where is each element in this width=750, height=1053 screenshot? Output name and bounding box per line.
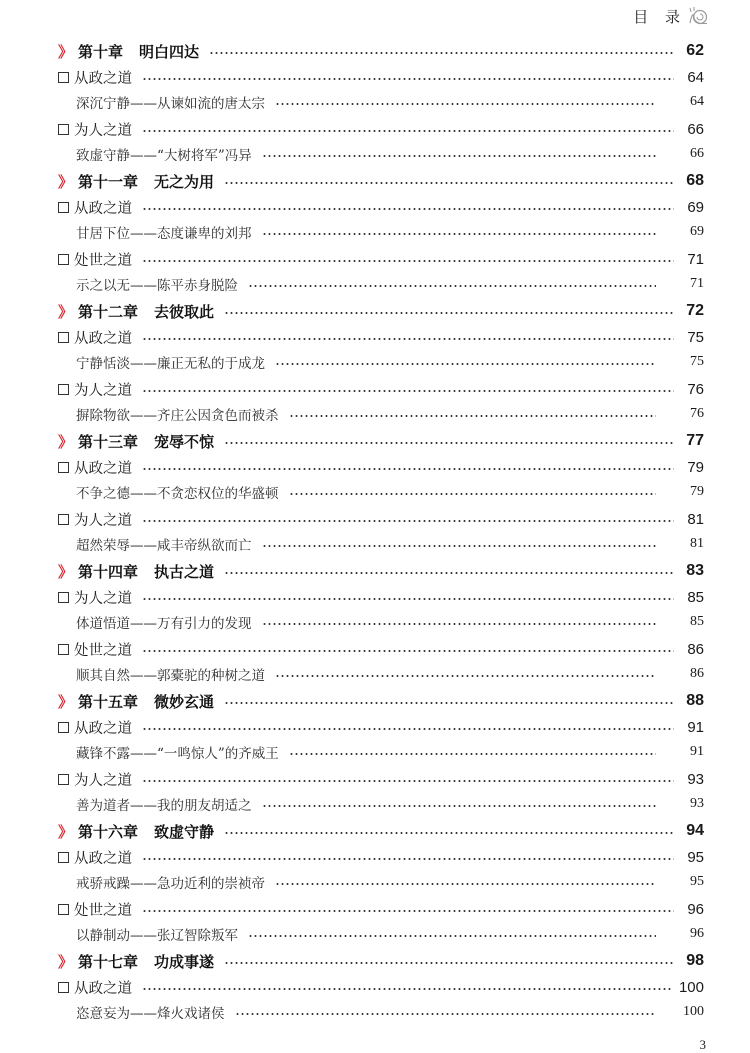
- story-page: 69: [690, 224, 704, 239]
- section-title: 从政之道: [74, 720, 132, 737]
- section-label: [58, 769, 132, 790]
- toc-story-row[interactable]: [58, 349, 704, 375]
- section-title: 为人之道: [74, 772, 132, 789]
- toc-story-row[interactable]: [58, 271, 704, 297]
- chapter-page: 94: [686, 822, 704, 839]
- toc-section-row[interactable]: [58, 584, 704, 610]
- chapter-number: 第十一章: [78, 172, 139, 191]
- dot-leader: [142, 468, 674, 470]
- chevron-marker-icon: 》: [58, 172, 71, 191]
- toc-section-row[interactable]: [58, 64, 704, 90]
- section-label: [58, 119, 132, 140]
- section-title: 从政之道: [74, 460, 132, 477]
- section-title: 为人之道: [74, 590, 132, 607]
- section-label: [58, 379, 132, 400]
- dot-leader: [235, 1013, 657, 1015]
- dot-leader: [142, 260, 674, 262]
- section-page: 66: [687, 120, 704, 138]
- toc-story-row[interactable]: [58, 791, 704, 817]
- chevron-marker-icon: 》: [58, 822, 71, 841]
- dot-leader: [262, 623, 657, 625]
- toc-chapter-row[interactable]: [58, 558, 704, 584]
- dot-leader: [142, 520, 674, 522]
- dot-leader: [224, 832, 674, 834]
- dot-leader: [224, 962, 674, 964]
- story-title: 不争之德——不贪恋权位的华盛顿: [76, 486, 279, 502]
- dot-leader: [289, 493, 657, 495]
- section-title: 处世之道: [74, 642, 132, 659]
- section-label: [58, 67, 132, 88]
- chapter-number: 第十五章: [78, 692, 139, 711]
- section-title: 从政之道: [74, 70, 132, 87]
- checkbox-square-icon: [58, 852, 69, 863]
- story-page: 86: [690, 666, 704, 681]
- section-label: [58, 587, 132, 608]
- chapter-number: 第十二章: [78, 302, 139, 321]
- dot-leader: [275, 675, 656, 677]
- section-title: 为人之道: [74, 122, 132, 139]
- toc-chapter-row[interactable]: [58, 948, 704, 974]
- section-page: 79: [687, 458, 704, 476]
- checkbox-square-icon: [58, 202, 69, 213]
- dot-leader: [224, 702, 674, 704]
- story-title: 恣意妄为——烽火戏诸侯: [76, 1006, 225, 1022]
- toc-chapter-row[interactable]: [58, 688, 704, 714]
- toc-title: 目 录: [633, 7, 686, 26]
- story-page: 95: [690, 874, 704, 889]
- chapter-title: 微妙玄通: [154, 692, 215, 711]
- dot-leader: [142, 988, 671, 990]
- section-page: 71: [687, 250, 704, 268]
- checkbox-square-icon: [58, 774, 69, 785]
- dot-leader: [275, 363, 656, 365]
- dot-leader: [289, 753, 656, 755]
- chapter-title: 宠辱不惊: [154, 432, 215, 451]
- section-label: [58, 457, 132, 478]
- checkbox-square-icon: [58, 592, 69, 603]
- checkbox-square-icon: [58, 462, 69, 473]
- story-title: 超然荣辱——咸丰帝纵欲而亡: [76, 538, 252, 554]
- chapter-label: [58, 171, 214, 192]
- dot-leader: [275, 103, 656, 105]
- checkbox-square-icon: [58, 254, 69, 265]
- toc-chapter-row[interactable]: [58, 38, 704, 64]
- dot-leader: [289, 415, 657, 417]
- section-page: 86: [687, 640, 704, 658]
- dot-leader: [275, 883, 656, 885]
- chevron-marker-icon: 》: [58, 952, 71, 971]
- dot-leader: [142, 910, 674, 912]
- chapter-label: [58, 301, 214, 322]
- dot-leader: [224, 312, 674, 314]
- story-title: 善为道者——我的朋友胡适之: [76, 798, 252, 814]
- story-title: 深沉宁静——从谏如流的唐太宗: [76, 96, 265, 112]
- toc-section-row[interactable]: [58, 324, 704, 350]
- toc-story-row[interactable]: [58, 89, 704, 115]
- toc-section-row[interactable]: [58, 896, 704, 922]
- chapter-label: [58, 431, 214, 452]
- dot-leader: [142, 78, 674, 80]
- checkbox-square-icon: [58, 72, 69, 83]
- section-page: 75: [687, 328, 704, 346]
- toc-section-row[interactable]: [58, 194, 704, 220]
- dot-leader: [262, 233, 657, 235]
- toc-section-row[interactable]: [58, 246, 704, 272]
- dot-leader: [142, 650, 674, 652]
- dot-leader: [248, 935, 656, 937]
- chapter-label: [58, 691, 214, 712]
- section-title: 从政之道: [74, 850, 132, 867]
- chapter-title: 功成事遂: [154, 952, 215, 971]
- toc-story-row[interactable]: [58, 661, 704, 687]
- chapter-label: [58, 41, 199, 62]
- chapter-number: 第十三章: [78, 432, 139, 451]
- page-header: [633, 4, 708, 28]
- chapter-title: 明白四达: [139, 42, 200, 61]
- section-page: 93: [687, 770, 704, 788]
- story-title: 藏锋不露——“一鸣惊人”的齐威王: [76, 746, 279, 762]
- story-page: 71: [690, 276, 704, 291]
- story-title: 以静制动——张辽智除叛军: [76, 928, 238, 944]
- story-page: 100: [683, 1004, 704, 1019]
- dot-leader: [142, 598, 674, 600]
- dot-leader: [142, 728, 674, 730]
- toc-section-row[interactable]: [58, 636, 704, 662]
- checkbox-square-icon: [58, 514, 69, 525]
- toc-story-row[interactable]: [58, 479, 704, 505]
- section-label: [58, 327, 132, 348]
- toc-story-row[interactable]: [58, 869, 704, 895]
- dot-leader: [209, 52, 674, 54]
- chapter-label: [58, 821, 214, 842]
- story-title: 甘居下位——态度谦卑的刘邦: [76, 226, 252, 242]
- dot-leader: [224, 442, 674, 444]
- dot-leader: [142, 338, 674, 340]
- story-page: 64: [690, 94, 704, 109]
- story-page: 93: [690, 796, 704, 811]
- toc-story-row[interactable]: [58, 999, 704, 1025]
- story-page: 76: [690, 406, 704, 421]
- page-number: 3: [699, 1037, 706, 1052]
- dot-leader: [224, 182, 674, 184]
- checkbox-square-icon: [58, 332, 69, 343]
- section-label: [58, 977, 132, 998]
- dot-leader: [248, 285, 656, 287]
- toc-section-row[interactable]: [58, 454, 704, 480]
- story-title: 体道悟道——万有引力的发现: [76, 616, 252, 632]
- section-label: [58, 899, 132, 920]
- section-page: 91: [687, 718, 704, 736]
- section-page: 81: [687, 510, 704, 528]
- toc-chapter-row[interactable]: [58, 818, 704, 844]
- chapter-number: 第十七章: [78, 952, 139, 971]
- section-page: 95: [687, 848, 704, 866]
- section-page: 100: [678, 978, 704, 996]
- chapter-page: 83: [686, 562, 704, 579]
- toc-chapter-row[interactable]: [58, 298, 704, 324]
- chevron-marker-icon: 》: [58, 692, 71, 711]
- story-page: 85: [690, 614, 704, 629]
- chapter-label: [58, 951, 214, 972]
- section-page: 64: [687, 68, 704, 86]
- chapter-title: 去彼取此: [154, 302, 215, 321]
- chevron-marker-icon: 》: [58, 42, 71, 61]
- dot-leader: [262, 155, 656, 157]
- section-title: 为人之道: [74, 512, 132, 529]
- chevron-marker-icon: 》: [58, 302, 71, 321]
- snail-icon: [688, 7, 708, 25]
- section-title: 处世之道: [74, 902, 132, 919]
- section-page: 69: [687, 198, 704, 216]
- story-page: 79: [690, 484, 704, 499]
- dot-leader: [142, 208, 674, 210]
- toc-section-row[interactable]: [58, 116, 704, 142]
- section-label: [58, 249, 132, 270]
- chapter-number: 第十章: [78, 42, 124, 61]
- chapter-title: 无之为用: [154, 172, 215, 191]
- chapter-title: 执古之道: [154, 562, 215, 581]
- toc-section-row[interactable]: [58, 714, 704, 740]
- toc-section-row[interactable]: [58, 376, 704, 402]
- checkbox-square-icon: [58, 722, 69, 733]
- checkbox-square-icon: [58, 982, 69, 993]
- chapter-page: 72: [686, 302, 704, 319]
- section-page: 96: [687, 900, 704, 918]
- story-title: 示之以无——陈平赤身脱险: [76, 278, 238, 294]
- story-page: 66: [690, 146, 704, 161]
- chapter-page: 77: [686, 432, 704, 449]
- dot-leader: [142, 130, 674, 132]
- toc-chapter-row[interactable]: [58, 428, 704, 454]
- section-label: [58, 197, 132, 218]
- chapter-page: 62: [686, 42, 704, 59]
- section-title: 从政之道: [74, 980, 132, 997]
- story-title: 摒除物欲——齐庄公因贪色而被杀: [76, 408, 279, 424]
- checkbox-square-icon: [58, 644, 69, 655]
- dot-leader: [142, 390, 674, 392]
- section-title: 为人之道: [74, 382, 132, 399]
- checkbox-square-icon: [58, 384, 69, 395]
- story-title: 宁静恬淡——廉正无私的于成龙: [76, 356, 265, 372]
- dot-leader: [142, 780, 674, 782]
- story-page: 96: [690, 926, 704, 941]
- checkbox-square-icon: [58, 124, 69, 135]
- section-title: 处世之道: [74, 252, 132, 269]
- toc-story-row[interactable]: [58, 921, 704, 947]
- section-label: [58, 639, 132, 660]
- chapter-page: 68: [686, 172, 704, 189]
- toc-story-row[interactable]: [58, 219, 704, 245]
- chapter-label: [58, 561, 214, 582]
- story-page: 75: [690, 354, 704, 369]
- dot-leader: [224, 572, 674, 574]
- chevron-marker-icon: 》: [58, 432, 71, 451]
- section-label: [58, 509, 132, 530]
- story-title: 致虚守静——“大树将军”冯异: [76, 148, 252, 164]
- section-label: [58, 847, 132, 868]
- chapter-number: 第十六章: [78, 822, 139, 841]
- toc-chapter-row[interactable]: [58, 168, 704, 194]
- toc-story-row[interactable]: [58, 401, 704, 427]
- chapter-page: 98: [686, 952, 704, 969]
- story-page: 81: [690, 536, 704, 551]
- dot-leader: [142, 858, 674, 860]
- dot-leader: [262, 805, 657, 807]
- toc-section-row[interactable]: [58, 844, 704, 870]
- chapter-number: 第十四章: [78, 562, 139, 581]
- checkbox-square-icon: [58, 904, 69, 915]
- toc-story-row[interactable]: [58, 531, 704, 557]
- toc-story-row[interactable]: [58, 739, 704, 765]
- section-title: 从政之道: [74, 200, 132, 217]
- toc-section-row[interactable]: [58, 506, 704, 532]
- section-label: [58, 717, 132, 738]
- section-page: 76: [687, 380, 704, 398]
- story-title: 顺其自然——郭橐驼的种树之道: [76, 668, 265, 684]
- toc-story-row[interactable]: [58, 141, 704, 167]
- chevron-marker-icon: 》: [58, 562, 71, 581]
- chapter-page: 88: [686, 692, 704, 709]
- story-title: 戒骄戒躁——急功近利的崇祯帝: [76, 876, 265, 892]
- chapter-title: 致虚守静: [154, 822, 215, 841]
- toc-section-row[interactable]: [58, 766, 704, 792]
- section-title: 从政之道: [74, 330, 132, 347]
- dot-leader: [262, 545, 657, 547]
- toc-story-row[interactable]: [58, 609, 704, 635]
- section-page: 85: [687, 588, 704, 606]
- toc-section-row[interactable]: [58, 974, 704, 1000]
- story-page: 91: [690, 744, 704, 759]
